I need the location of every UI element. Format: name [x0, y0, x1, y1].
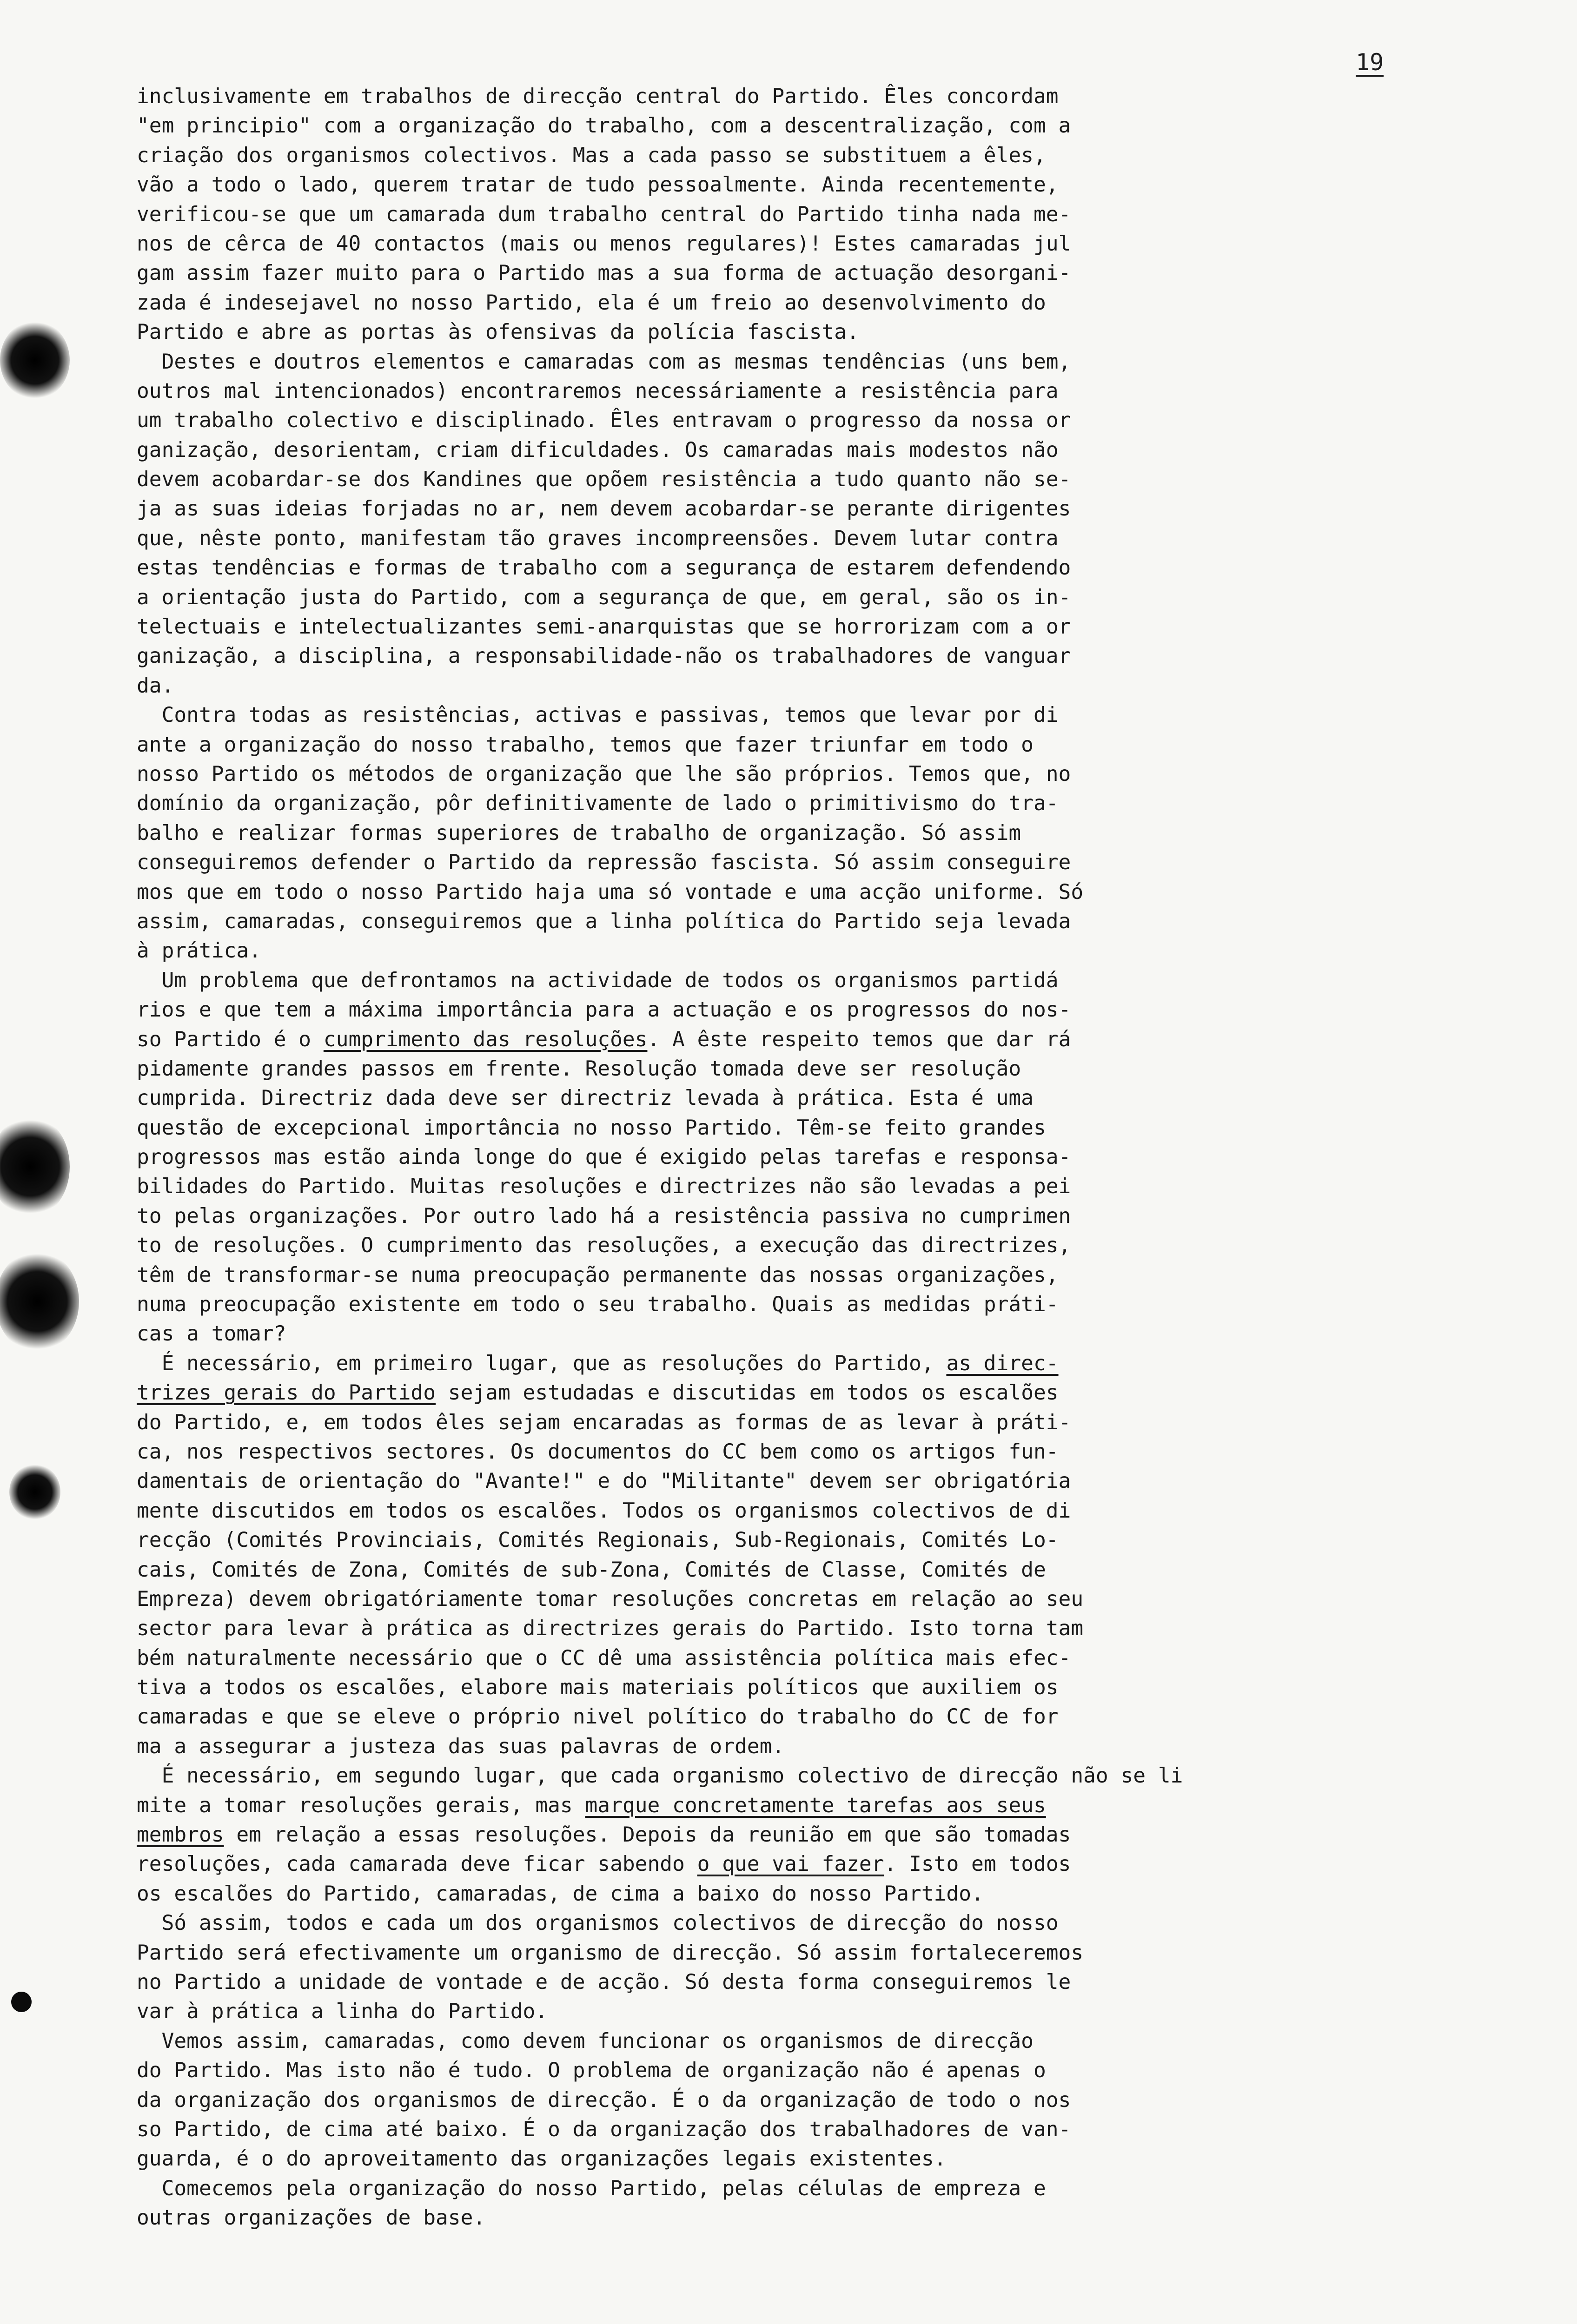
text-line: [137, 1879, 1513, 1908]
text-line: [137, 347, 1513, 376]
text-segment: no Partido a unidade de vontade e de acção. Só desta forma conseguiremos le: [137, 1970, 1071, 1994]
text-segment: "em principio" com a organização do trabalho, com a descentralização, com a: [137, 114, 1071, 138]
text-line: [137, 1761, 1513, 1790]
text-line: [137, 494, 1513, 523]
text-line: [137, 111, 1513, 140]
text-line: [137, 1083, 1513, 1113]
text-segment: var à prática a linha do Partido.: [137, 2000, 548, 2024]
text-segment: Contra todas as resistências, activas e passivas, temos que levar por di: [137, 703, 1059, 727]
text-segment: verificou-se que um camarada dum trabalho central do Partido tinha nada me-: [137, 202, 1071, 226]
text-line: [137, 730, 1513, 759]
ink-dot: [11, 1992, 32, 2012]
text-segment: camaradas e que se eleve o próprio nivel político do trabalho do CC de for: [137, 1705, 1059, 1729]
text-segment: bém naturalmente necessário que o CC dê uma assistência política mais efec-: [137, 1646, 1071, 1670]
text-segment: ganização, a disciplina, a responsabilidade-não os trabalhadores de vanguar: [137, 644, 1071, 668]
text-line: [137, 1319, 1513, 1348]
text-line: [137, 2203, 1513, 2232]
text-segment: da organização dos organismos de direcção. É o da organização de todo o nos: [137, 2088, 1071, 2112]
text-line: [137, 2174, 1513, 2203]
text-line: [137, 1202, 1513, 1231]
text-line: [137, 1466, 1513, 1496]
text-segment: so Partido é o: [137, 1027, 324, 1051]
text-segment: um trabalho colectivo e disciplinado. Êles entravam o progresso da nossa or: [137, 409, 1071, 433]
text-segment: assim, camaradas, conseguiremos que a linha política do Partido seja levada: [137, 909, 1071, 933]
text-segment: que, nêste ponto, manifestam tão graves incompreensões. Devem lutar contra: [137, 526, 1059, 550]
text-line: [137, 1496, 1513, 1525]
text-segment: rios e que tem a máxima importância para a actuação e os progressos do nos-: [137, 998, 1071, 1022]
text-segment: ganização, desorientam, criam dificuldades. Os camaradas mais modestos não: [137, 438, 1059, 462]
text-line: [137, 1820, 1513, 1849]
text-line: [137, 848, 1513, 877]
text-line: [137, 2027, 1513, 2056]
text-segment: progressos mas estão ainda longe do que é exigido pelas tarefas e responsa-: [137, 1145, 1071, 1169]
text-line: [137, 406, 1513, 435]
text-line: [137, 524, 1513, 553]
text-line: [137, 907, 1513, 936]
text-line: [137, 759, 1513, 789]
text-line: [137, 1437, 1513, 1466]
text-line: [137, 1673, 1513, 1702]
text-line: [137, 1172, 1513, 1201]
text-line: [137, 1525, 1513, 1555]
ink-blot: [0, 321, 70, 400]
text-line: [137, 1290, 1513, 1319]
text-segment: zada é indesejavel no nosso Partido, ela é um freio ao desenvolvimento do: [137, 290, 1046, 315]
text-line: [137, 1054, 1513, 1083]
text-segment: da.: [137, 673, 174, 698]
text-line: [137, 1997, 1513, 2026]
underlined-phrase: as direc-: [946, 1351, 1059, 1375]
text-line: [137, 465, 1513, 494]
text-line: [137, 229, 1513, 258]
text-line: [137, 1967, 1513, 1997]
text-line: [137, 1849, 1513, 1879]
text-segment: to pelas organizações. Por outro lado há a resistência passiva no cumprimen: [137, 1204, 1071, 1228]
page-number: 19: [1356, 49, 1384, 76]
text-line: [137, 1555, 1513, 1585]
text-line: [137, 1231, 1513, 1260]
text-segment: Empreza) devem obrigatóriamente tomar resoluções concretas em relação ao seu: [137, 1587, 1084, 1611]
text-line: [137, 789, 1513, 818]
text-segment: so Partido, de cima até baixo. É o da organização dos trabalhadores de van-: [137, 2117, 1071, 2141]
text-segment: inclusivamente em trabalhos de direcção central do Partido. Êles concordam: [137, 85, 1059, 108]
text-line: [137, 376, 1513, 406]
text-line: [137, 700, 1513, 730]
text-segment: damentais de orientação do "Avante!" e do "Militante" devem ser obrigatória: [137, 1469, 1071, 1493]
text-line: [137, 200, 1513, 229]
text-segment: tiva a todos os escalões, elabore mais materiais políticos que auxiliem os: [137, 1676, 1059, 1700]
ink-blot: [9, 1464, 60, 1520]
text-segment: mente discutidos em todos os escalões. Todos os organismos colectivos de di: [137, 1499, 1071, 1523]
text-line: [137, 1025, 1513, 1054]
text-segment: . A êste respeito temos que dar rá: [647, 1027, 1071, 1051]
text-line: [137, 288, 1513, 317]
text-line: [137, 2086, 1513, 2115]
text-segment: pidamente grandes passos em frente. Resolução tomada deve ser resolução: [137, 1056, 1021, 1081]
text-segment: mos que em todo o nosso Partido haja uma só vontade e uma acção uniforme. Só: [137, 880, 1084, 904]
text-segment: ja as suas ideias forjadas no ar, nem devem acobardar-se perante dirigentes: [137, 497, 1071, 521]
text-line: [137, 583, 1513, 612]
text-segment: telectuais e intelectualizantes semi-anarquistas que se horrorizam com a or: [137, 615, 1071, 639]
text-line: [137, 1614, 1513, 1643]
underlined-phrase: o que vai fazer: [697, 1852, 884, 1876]
text-line: [137, 1378, 1513, 1407]
text-line: [137, 1938, 1513, 1967]
text-segment: Vemos assim, camaradas, como devem funcionar os organismos de direcção: [137, 2029, 1034, 2053]
text-segment: Um problema que defrontamos na actividade de todos os organismos partidá: [137, 968, 1059, 992]
text-segment: resoluções, cada camarada deve ficar sabendo: [137, 1852, 697, 1876]
ink-blot: [0, 1116, 70, 1218]
text-segment: É necessário, em segundo lugar, que cada organismo colectivo de direcção não se li: [137, 1764, 1183, 1788]
text-segment: gam assim fazer muito para o Partido mas a sua forma de actuação desorgani-: [137, 261, 1071, 285]
text-line: [137, 641, 1513, 671]
text-line: [137, 936, 1513, 965]
text-line: [137, 1644, 1513, 1673]
text-segment: sector para levar à prática as directrizes gerais do Partido. Isto torna tam: [137, 1617, 1084, 1641]
text-segment: numa preocupação existente em todo o seu trabalho. Quais as medidas práti-: [137, 1293, 1059, 1317]
text-segment: criação dos organismos colectivos. Mas a cada passo se substituem a êles,: [137, 143, 1046, 167]
underlined-phrase: marque concretamente tarefas aos seus: [585, 1793, 1046, 1817]
text-segment: em relação a essas resoluções. Depois da reunião em que são tomadas: [224, 1823, 1071, 1847]
text-line: [137, 878, 1513, 907]
text-segment: ca, nos respectivos sectores. Os documentos do CC bem como os artigos fun-: [137, 1439, 1059, 1464]
text-line: [137, 2056, 1513, 2085]
text-segment: cais, Comités de Zona, Comités de sub-Zona, Comités de Classe, Comités de: [137, 1558, 1046, 1582]
underlined-phrase: trizes gerais do Partido: [137, 1381, 436, 1405]
text-segment: cumprida. Directriz dada deve ser directriz levada à prática. Esta é uma: [137, 1086, 1034, 1110]
underlined-phrase: membros: [137, 1823, 224, 1847]
text-line: [137, 141, 1513, 170]
text-line: [137, 2115, 1513, 2144]
text-segment: estas tendências e formas de trabalho com a segurança de estarem defendendo: [137, 556, 1071, 580]
text-segment: conseguiremos defender o Partido da repressão fascista. Só assim conseguire: [137, 851, 1071, 875]
text-line: [137, 1261, 1513, 1290]
text-segment: ante a organização do nosso trabalho, temos que fazer triunfar em todo o: [137, 733, 1034, 757]
text-segment: vão a todo o lado, querem tratar de tudo pessoalmente. Ainda recentemente,: [137, 173, 1059, 197]
text-segment: outras organizações de base.: [137, 2206, 486, 2230]
text-segment: a orientação justa do Partido, com a segurança de que, em geral, são os in-: [137, 585, 1071, 609]
body-text: [137, 82, 1513, 2233]
text-segment: nos de cêrca de 40 contactos (mais ou menos regulares)! Estes camaradas jul: [137, 231, 1071, 256]
text-line: [137, 1408, 1513, 1437]
text-segment: guarda, é o do aproveitamento das organizações legais existentes.: [137, 2147, 947, 2171]
text-line: [137, 82, 1513, 111]
text-segment: . Isto em todos: [884, 1852, 1071, 1876]
text-line: [137, 1732, 1513, 1761]
text-line: [137, 1702, 1513, 1731]
text-segment: sejam estudadas e discutidas em todos os escalões: [436, 1381, 1059, 1405]
text-segment: têm de transformar-se numa preocupação permanente das nossas organizações,: [137, 1263, 1059, 1287]
text-line: [137, 819, 1513, 848]
text-segment: questão de excepcional importância no nosso Partido. Têm-se feito grandes: [137, 1116, 1046, 1140]
ink-blot: [0, 1250, 79, 1353]
text-segment: Destes e doutros elementos e camaradas com as mesmas tendências (uns bem,: [137, 350, 1071, 374]
text-line: [137, 1791, 1513, 1820]
text-line: [137, 2144, 1513, 2173]
text-segment: nosso Partido os métodos de organização que lhe são próprios. Temos que, no: [137, 762, 1071, 786]
text-line: [137, 170, 1513, 199]
text-line: [137, 1908, 1513, 1938]
text-segment: to de resoluções. O cumprimento das resoluções, a execução das directrizes,: [137, 1234, 1071, 1258]
text-segment: do Partido, e, em todos êles sejam encaradas as formas de as levar à práti-: [137, 1410, 1071, 1434]
text-segment: outros mal intencionados) encontraremos necessáriamente a resistência para: [137, 379, 1059, 403]
text-segment: os escalões do Partido, camaradas, de cima a baixo do nosso Partido.: [137, 1882, 984, 1906]
text-line: [137, 966, 1513, 995]
underlined-phrase: cumprimento das resoluções: [323, 1027, 648, 1051]
text-segment: Partido será efectivamente um organismo de direcção. Só assim fortaleceremos: [137, 1941, 1084, 1965]
text-line: [137, 1585, 1513, 1614]
text-segment: à prática.: [137, 939, 261, 963]
text-segment: Comecemos pela organização do nosso Partido, pelas células de empreza e: [137, 2176, 1046, 2200]
text-segment: balho e realizar formas superiores de trabalho de organização. Só assim: [137, 821, 1021, 845]
text-line: [137, 1113, 1513, 1142]
text-segment: mite a tomar resoluções gerais, mas: [137, 1793, 585, 1817]
text-segment: bilidades do Partido. Muitas resoluções e directrizes não são levadas a pei: [137, 1175, 1071, 1199]
text-line: [137, 258, 1513, 288]
text-segment: Só assim, todos e cada um dos organismos colectivos de direcção do nosso: [137, 1911, 1059, 1935]
text-line: [137, 995, 1513, 1024]
text-line: [137, 436, 1513, 465]
text-line: [137, 553, 1513, 582]
text-line: [137, 1142, 1513, 1172]
text-segment: cas a tomar?: [137, 1322, 286, 1346]
text-line: [137, 1349, 1513, 1378]
text-segment: É necessário, em primeiro lugar, que as resoluções do Partido,: [137, 1351, 947, 1375]
text-segment: recção (Comités Provinciais, Comités Regionais, Sub-Regionais, Comités Lo-: [137, 1528, 1059, 1552]
text-line: [137, 671, 1513, 700]
text-segment: ma a assegurar a justeza das suas palavras de ordem.: [137, 1734, 785, 1758]
text-line: [137, 317, 1513, 347]
text-segment: Partido e abre as portas às ofensivas da polícia fascista.: [137, 320, 859, 344]
text-segment: do Partido. Mas isto não é tudo. O problema de organização não é apenas o: [137, 2059, 1046, 2083]
text-segment: devem acobardar-se dos Kandines que opõem resistência a tudo quanto não se-: [137, 468, 1071, 492]
text-line: [137, 612, 1513, 641]
text-segment: domínio da organização, pôr definitivamente de lado o primitivismo do tra-: [137, 792, 1059, 816]
